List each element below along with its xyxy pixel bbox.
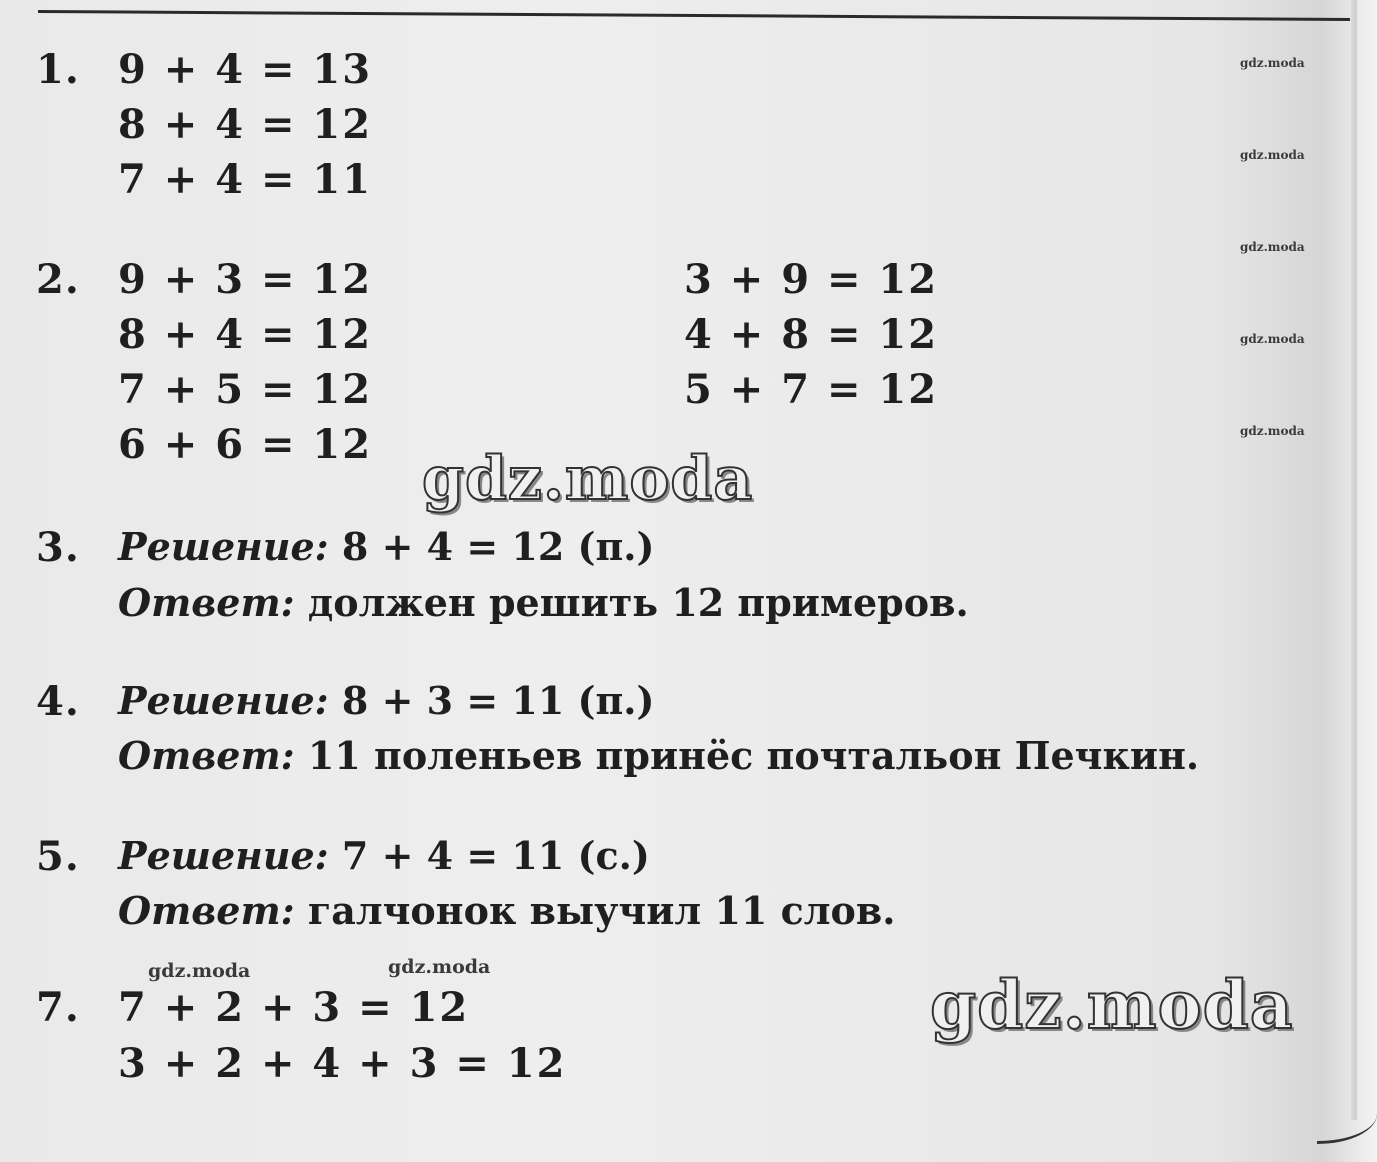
problem-2-right-3: 5 + 7 = 12 [684,366,939,413]
problem-3-solution: 8 + 4 = 12 (п.) [341,524,655,569]
watermark-mid-1: gdz.moda [148,960,251,982]
problem-1-number: 1. [36,46,80,93]
problem-2-right-2: 4 + 8 = 12 [684,311,939,358]
problem-3-solution-line [118,524,655,569]
problem-7-equation-1: 7 + 2 + 3 = 12 [118,984,470,1031]
problem-7-equation-2: 3 + 2 + 4 + 3 = 12 [118,1040,567,1087]
problem-2-left-2: 8 + 4 = 12 [118,311,373,358]
problem-4-number: 4. [36,678,80,725]
watermark-small-1: gdz.moda [1240,56,1305,70]
watermark-mid-2: gdz.moda [388,956,491,978]
problem-3-answer-line [118,580,969,625]
problem-3-answer-label: Ответ: [118,580,295,625]
problem-5-answer-line [118,888,895,933]
problem-4-answer: 11 поленьев принёс почтальон Печкин. [307,733,1200,778]
top-rule [38,10,1350,21]
problem-3-solution-label: Решение: [118,524,329,569]
problem-5-solution: 7 + 4 = 11 (с.) [341,833,650,878]
problem-4-answer-label: Ответ: [118,733,295,778]
problem-5-answer: галчонок выучил 11 слов. [307,888,896,933]
watermark-large-2: gdz.moda [930,966,1294,1044]
problem-2-left-1: 9 + 3 = 12 [118,256,373,303]
problem-4-solution-label: Решение: [118,678,329,723]
problem-5-solution-label: Решение: [118,833,329,878]
page-edge-shadow [1351,0,1357,1120]
problem-2-left-4: 6 + 6 = 12 [118,421,373,468]
watermark-small-3: gdz.moda [1240,240,1305,254]
problem-7-number: 7. [36,984,80,1031]
watermark-small-2: gdz.moda [1240,148,1305,162]
problem-3-answer: должен решить 12 примеров. [307,580,969,625]
watermark-large-1: gdz.moda [422,444,754,514]
problem-1-equation-3: 7 + 4 = 11 [118,156,373,203]
problem-1-equation-2: 8 + 4 = 12 [118,101,373,148]
problem-3-number: 3. [36,524,80,571]
problem-4-solution-line [118,678,655,723]
problem-4-answer-line [118,733,1199,778]
watermark-small-5: gdz.moda [1240,424,1305,438]
page-corner-curve [1317,1111,1377,1144]
problem-2-left-3: 7 + 5 = 12 [118,366,373,413]
problem-1-equation-1: 9 + 4 = 13 [118,46,373,93]
problem-5-solution-line [118,833,650,878]
problem-5-number: 5. [36,833,80,880]
problem-2-number: 2. [36,256,80,303]
problem-4-solution: 8 + 3 = 11 (п.) [341,678,655,723]
problem-5-answer-label: Ответ: [118,888,295,933]
watermark-small-4: gdz.moda [1240,332,1305,346]
problem-2-right-1: 3 + 9 = 12 [684,256,939,303]
